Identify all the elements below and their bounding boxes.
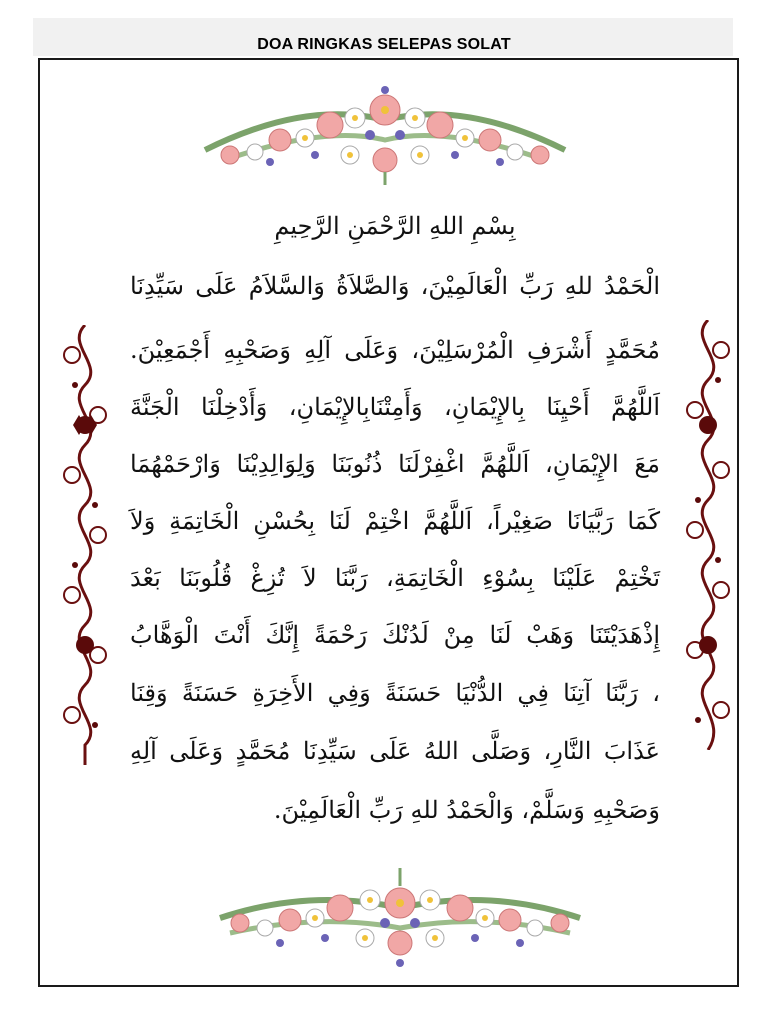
vine-border-icon <box>64 325 106 765</box>
floral-garland-icon <box>205 86 565 185</box>
floral-garland-icon <box>220 868 580 967</box>
doa-line-5: كَمَا رَبَّيَانَا صَغِيْراً، اَللَّهُمَّ اخْتِمْ لَنَا بِحُسْنِ الْخَاتِمَةِ وَلاَ <box>130 507 660 535</box>
doa-line-10: وَصَحْبِهِ وَسَلَّمْ، وَالْحَمْدُ للهِ رَبِّ الْعَالَمِيْنَ. <box>273 796 660 824</box>
doa-line-6: تَخْتِمْ عَلَيْنَا بِسُوْءِ الْخَاتِمَةِ، رَبَّنَا لاَ تُزِغْ قُلُوبَنَا بَعْدَ <box>130 564 660 592</box>
vine-border-icon <box>687 320 729 750</box>
doa-line-7: إِذْهَدَيْتَنَا وَهَبْ لَنَا مِنْ لَدُنْكَ رَحْمَةً إِنَّكَ أَنْتَ الْوَهَّابُ <box>130 621 660 649</box>
floral-garland-bottom <box>210 858 590 978</box>
doa-line-8: ، رَبَّنَا آتِنَا فِي الدُّنْيَا حَسَنَةً وَفِي الأَخِرَةِ حَسَنَةً وَقِنَا <box>130 679 660 707</box>
doa-line-4: مَعَ الإِيْمَانِ، اَللَّهُمَّ اغْفِرْلَنَا ذُنُوبَنَا وَلِوَالِدِيْنَا وَارْحَمْهُمَا <box>130 450 660 478</box>
vine-border-right <box>683 320 733 750</box>
doa-line-9: عَذَابَ النَّارِ، وَصَلَّى اللهُ عَلَى سَيِّدِنَا مُحَمَّدٍ وَعَلَى آلِهِ <box>130 737 660 765</box>
floral-garland-top <box>185 80 585 190</box>
bismillah-line: بِسْمِ اللهِ الرَّحْمَنِ الرَّحِيمِ <box>274 212 516 240</box>
doa-line-2: مُحَمَّدٍ أَشْرَفِ الْمُرْسَلِيْنَ، وَعَلَى آلِهِ وَصَحْبِهِ أَجْمَعِيْنَ. <box>130 336 660 364</box>
doa-line-3: اَللَّهُمَّ أَحْيِنَا بِالإِيْمَانِ، وَأَمِتْنَابِالإِيْمَانِ، وَأَدْخِلْنَا الْجَنَّةَ <box>130 393 660 421</box>
doa-line-1: الْحَمْدُ للهِ رَبِّ الْعَالَمِيْنَ، وَالصَّلاَةُ وَالسَّلاَمُ عَلَى سَيِّدِنَا <box>130 272 660 300</box>
vine-border-left <box>60 325 110 765</box>
page-title: DOA RINGKAS SELEPAS SOLAT <box>257 36 511 53</box>
